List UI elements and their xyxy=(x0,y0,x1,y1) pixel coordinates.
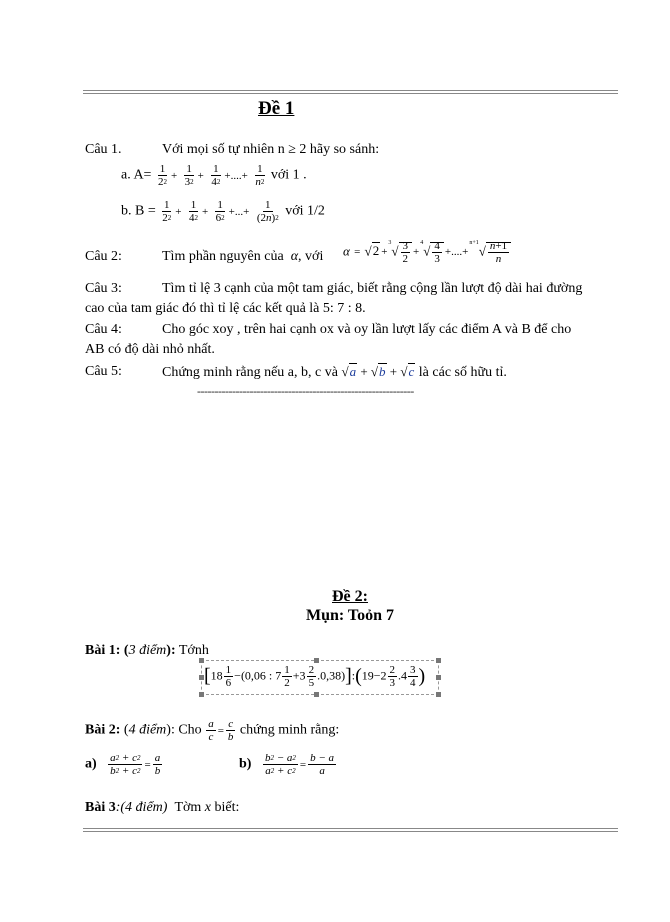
question-1b: b. B = $\frac{1}{2^2}$ + $\frac{1}{4^2}$ + $\frac{1}{6^2}$ +...+ $\frac{1}{(2n)^2}$ với 1/2 xyxy=(121,199,325,224)
fraction: $\frac{1}{6^2}$ xyxy=(215,199,225,224)
question-2-label: Câu 2: xyxy=(85,249,122,264)
resize-handle[interactable] xyxy=(199,658,204,663)
question-5-formula: √a + √b + √c xyxy=(341,364,415,379)
question-5-suffix: là các số hữu tỉ. xyxy=(418,365,507,380)
problem-1-formula: [18 $\frac{1}{6}$ −(0,06 : 7 $\frac{1}{2}$ +3 $\frac{2}{5}$ .0,38)]:(19−2 $\frac{2}{3}$ .4 $\frac{3}{4}$ ) xyxy=(204,664,426,689)
problem-2a-formula: $\frac{a^2 + c^2}{b^2 + c^2}$ xyxy=(110,752,141,777)
top-rule xyxy=(83,90,618,94)
problem-2a: a) $\frac{a^2 + c^2}{b^2 + c^2}$ = $\frac{a}{b}$ xyxy=(85,752,161,777)
problem-1-text: Tớnh xyxy=(178,643,209,658)
problem-2-points: 4 điểm xyxy=(128,722,167,738)
question-1a-suffix: với 1 . xyxy=(270,167,307,183)
problem-2-text: Cho xyxy=(178,722,202,738)
question-1b-suffix: với 1/2 xyxy=(285,203,325,219)
problem-3-label: Bài 3 xyxy=(85,800,116,815)
question-3-label: Câu 3: xyxy=(85,281,122,296)
question-4-line1: Cho góc xoy , trên hai cạnh ox và oy lần lượt lấy các điểm A và B để cho xyxy=(162,322,572,337)
problem-1-points: 3 điểm xyxy=(128,643,167,658)
resize-handle[interactable] xyxy=(314,692,319,697)
resize-handle[interactable] xyxy=(436,692,441,697)
exam-1-title: Đề 1 xyxy=(258,98,295,119)
question-1-text: Với mọi số tự nhiên n ≥ 2 hãy so sánh: xyxy=(162,142,380,157)
problem-2-label: Bài 2: xyxy=(85,722,121,738)
problem-2-text2: chứng minh rằng: xyxy=(239,722,340,738)
resize-handle[interactable] xyxy=(199,692,204,697)
resize-handle[interactable] xyxy=(436,658,441,663)
problem-2b: b) $\frac{b^2 - a^2}{a^2 + c^2}$ = $\frac{b - a}{a}$ xyxy=(239,752,335,777)
question-3-line1: Tìm tỉ lệ 3 cạnh của một tam giác, biết rằng cộng lần lượt độ dài hai đường xyxy=(162,281,583,296)
problem-3-heading xyxy=(85,800,239,816)
section-divider: -------------------------------------------------------------- xyxy=(197,384,414,398)
question-2-prompt: Tìm phần nguyên của xyxy=(162,249,284,264)
resize-handle[interactable] xyxy=(314,658,319,663)
equation-object-frame[interactable] xyxy=(201,660,439,695)
problem-3-text: Tờm xyxy=(174,800,202,815)
problem-1-heading: Bài 1: (3 điểm): Tớnh xyxy=(85,643,209,658)
question-1-label: Câu 1. xyxy=(85,142,122,157)
exam-2-title: Đề 2: xyxy=(332,588,368,605)
question-5-label: Câu 5: xyxy=(85,364,122,379)
problem-3-text2: biết: xyxy=(214,800,240,815)
question-1a: a. A= $\frac{1}{2^2}$ + $\frac{1}{3^2}$ + $\frac{1}{4^2}$ +....+ $\frac{1}{n^2}$ với 1 . xyxy=(121,163,307,188)
given-ratio: $\frac{a}{c}$ xyxy=(208,718,214,743)
problem-1-label: Bài 1: xyxy=(85,643,121,658)
problem-2b-label: b) xyxy=(239,756,252,772)
question-1a-prefix: a. A= xyxy=(121,167,152,183)
question-5-text xyxy=(162,364,507,381)
question-4-line2: AB có độ dài nhỏ nhất. xyxy=(85,342,215,357)
fraction: $\frac{1}{(2n)^2}$ xyxy=(256,199,279,224)
fraction: $\frac{1}{3^2}$ xyxy=(184,163,194,188)
fraction: $\frac{1}{4^2}$ xyxy=(188,199,198,224)
bottom-rule xyxy=(83,828,618,832)
question-2-with: , với xyxy=(298,249,324,264)
fraction: $\frac{1}{n^2}$ xyxy=(255,163,265,188)
resize-handle[interactable] xyxy=(436,675,441,680)
problem-2a-label: a) xyxy=(85,756,97,772)
fraction: $\frac{1}{2^2}$ xyxy=(157,163,167,188)
fraction: $\frac{1}{4^2}$ xyxy=(211,163,221,188)
fraction: $\frac{1}{2^2}$ xyxy=(162,199,172,224)
question-2-formula: α = √2 +$^3$√ $\frac{3}{2}$ +$^4$√ $\frac{4}{3}$ +....+$^{n+1}$√ $\frac{n+1}{n}$ xyxy=(343,240,511,265)
exam-2-subtitle: Mụn: Toỏn 7 xyxy=(305,607,395,624)
question-5-prompt: Chứng minh rằng nếu a, b, c và xyxy=(162,365,338,380)
question-4-label: Câu 4: xyxy=(85,322,122,337)
problem-2-heading: Bài 2: (4 điểm): Cho $\frac{a}{c}$ = $\frac{c}{b}$ chứng minh rằng: xyxy=(85,718,340,743)
problem-3-points: :(4 điểm) xyxy=(115,800,168,815)
variable-x: x xyxy=(204,800,212,815)
alpha-symbol: α xyxy=(290,249,299,264)
question-2-text xyxy=(162,249,323,265)
question-1b-prefix: b. B = xyxy=(121,203,156,219)
problem-2b-formula: $\frac{b^2 - a^2}{a^2 + c^2}$ xyxy=(264,752,296,777)
question-3-line2: cao của tam giác đó thì tỉ lệ các kết quả là 5: 7 : 8. xyxy=(85,301,366,316)
